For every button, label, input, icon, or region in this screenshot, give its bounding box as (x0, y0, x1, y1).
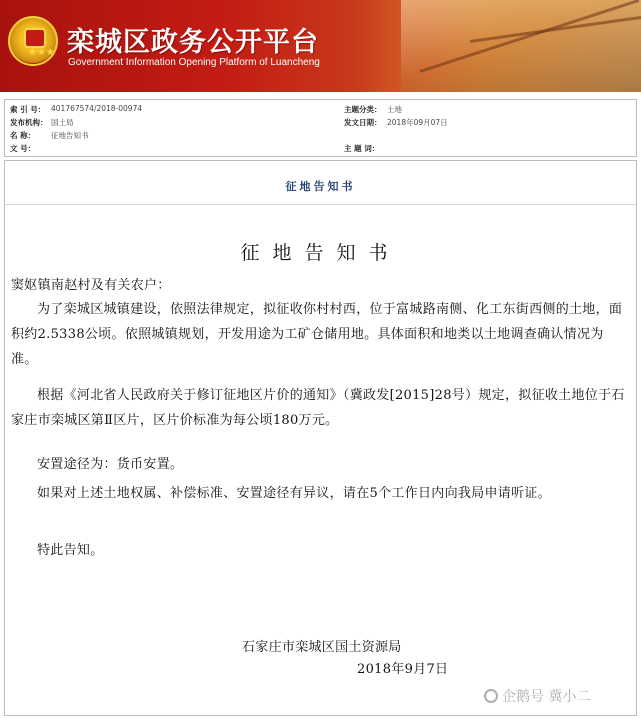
site-title[interactable]: 栾城区政务公开平台 (67, 27, 319, 58)
document-meta-table (4, 99, 637, 157)
publisher-label: 发布机构： (10, 118, 48, 127)
docno-label: 文 号： (10, 144, 36, 153)
category-value: 土地 (387, 105, 402, 114)
emblem-star-icon: ★★★ (28, 47, 55, 58)
meta-row (5, 143, 636, 156)
notice-title: 征地告知书 (240, 242, 401, 264)
penguin-icon (484, 689, 498, 703)
site-banner (0, 0, 641, 92)
paragraph-closing: 特此告知。 (37, 543, 104, 558)
emblem-gate (24, 28, 46, 48)
watermark (484, 686, 590, 706)
document-header (5, 161, 636, 205)
document-header-title: 征地告知书 (285, 180, 356, 193)
meta-row (5, 130, 636, 143)
paragraph-purpose: 为了栾城区城镇建设，依照法律规定，拟征收你村村西，位于富城路南侧、化工东街西侧的土地，面积约2.5338公顷。依照城镇规划，开发用途为工矿仓储用地。具体面积和地类以土地调查确认情况为准。 (11, 302, 623, 367)
paragraph-price-basis: 根据《河北省人民政府关于修订征地区片价的通知》（冀政发[2015]28号）规定，拟征收土地位于石家庄市栾城区第Ⅱ区片，区片价标准为每公顷180万元。 (11, 388, 625, 428)
great-wall-image (401, 0, 641, 92)
name-label: 名 称： (10, 131, 36, 140)
salutation: 窦妪镇南赵村及有关农户： (11, 278, 171, 293)
index-label: 索 引 号： (10, 105, 46, 114)
category-label: 主题分类： (344, 105, 382, 114)
paragraph-resettlement: 安置途径为：货币安置。 (37, 457, 184, 472)
national-emblem-icon (8, 16, 58, 66)
paragraph-hearing: 如果对上述土地权属、补偿标准、安置途径有异议，请在5个工作日内向我局申请听证。 (37, 486, 551, 501)
meta-row (5, 104, 636, 117)
date-label: 发文日期： (344, 118, 382, 127)
meta-row (5, 117, 636, 130)
name-value: 征地告知书 (51, 131, 89, 140)
site-subtitle: Government Information Opening Platform of Luancheng (68, 57, 320, 68)
document-content (4, 160, 637, 716)
keywords-label: 主 题 词： (344, 144, 380, 153)
signing-date: 2018年9月7日 (357, 662, 449, 677)
signing-organization: 石家庄市栾城区国土资源局 (242, 640, 402, 655)
index-value: 401767574/2018-00974 (51, 104, 143, 113)
watermark-text: 企鹅号 冀小二 (502, 689, 591, 705)
publisher-value: 国土局 (51, 118, 74, 127)
date-value: 2018年09月07日 (387, 118, 448, 127)
